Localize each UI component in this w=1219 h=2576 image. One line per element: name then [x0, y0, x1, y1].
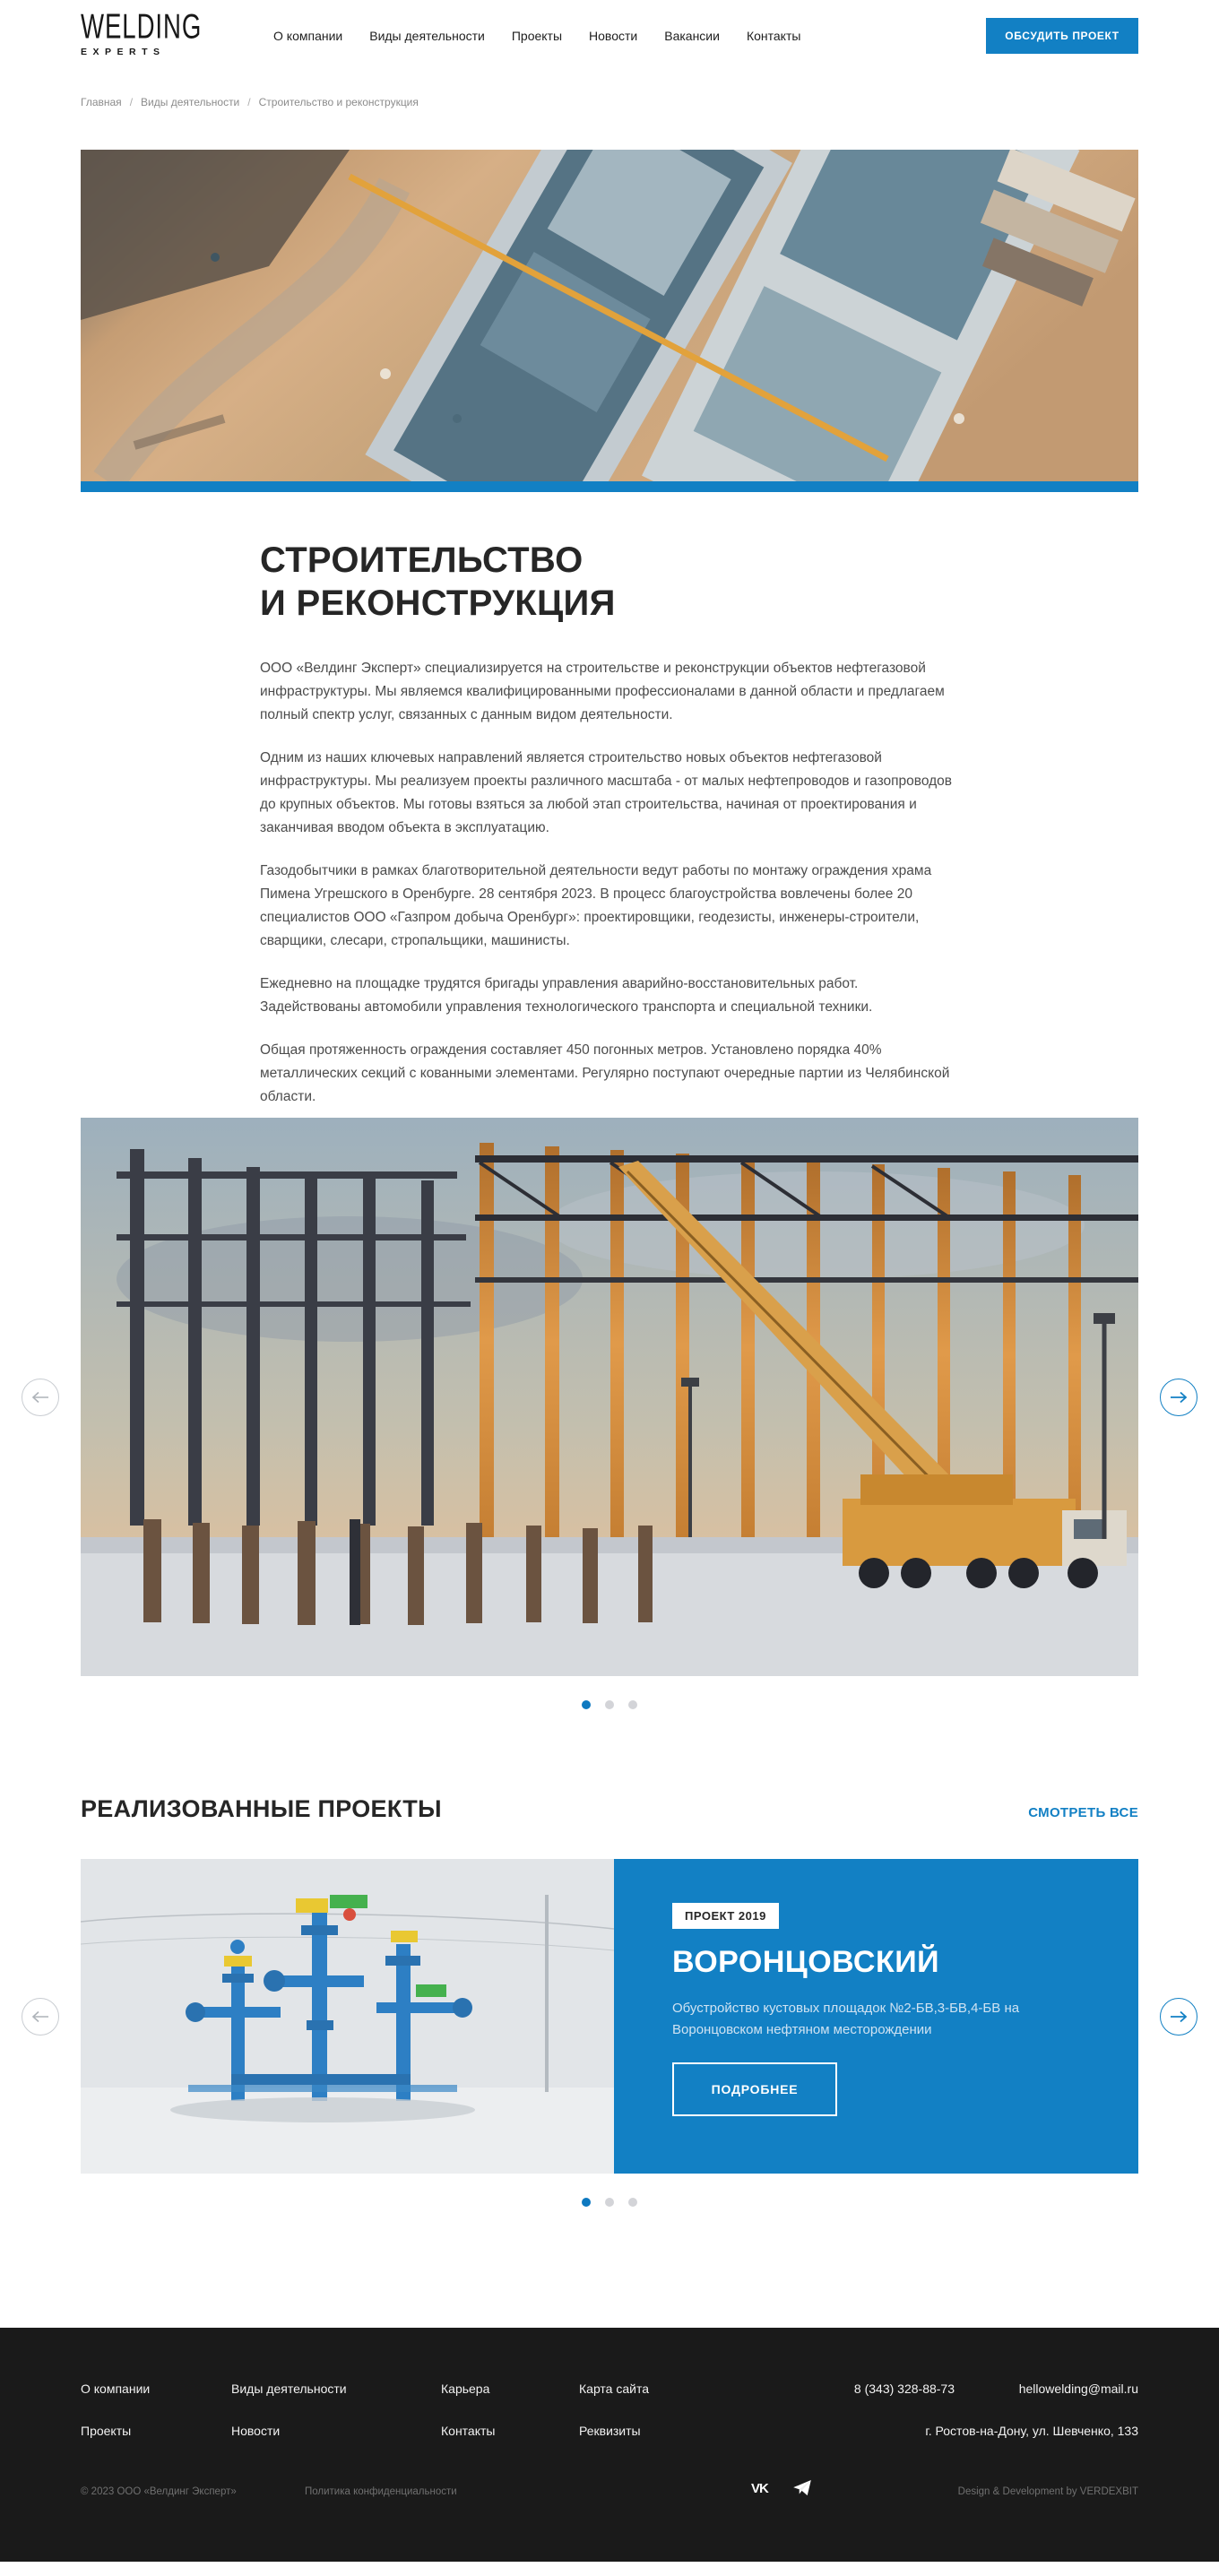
footer-link-activities[interactable]: Виды деятельности: [231, 2382, 347, 2396]
article-paragraph: Общая протяженность ограждения составляет 450 погонных метров. Установлено порядка 40% металлических секций с кованными элементами. Регулярно поступают очередные партии из Челябинской области.: [260, 1042, 950, 1104]
hero-aerial-construction-photo: [81, 150, 1138, 481]
arrow-left-icon: [31, 1391, 49, 1404]
footer-link-news[interactable]: Новости: [231, 2424, 281, 2438]
photo-carousel: [0, 1118, 1219, 1676]
logo-welding-text: WELDING: [81, 8, 203, 48]
nav-item-about[interactable]: О компании: [273, 29, 343, 43]
article-paragraph: Газодобытчики в рамках благотворительной деятельности ведут работы по монтажу ограждения храма Пимена Угрешского в Оренбурге. 28 сентября 2023. В процесс благоустройства вовлечены более 20 специалистов ООО «Газпром добыча Оренбург»: проектировщики, геодезисты, инженеры-строители, сварщики, слесари, стропальщики, машинисты.: [260, 863, 932, 948]
photo-carousel-slide: [81, 1118, 1138, 1676]
footer-link-about[interactable]: О компании: [81, 2382, 151, 2396]
footer-link-sitemap[interactable]: Карта сайта: [579, 2382, 649, 2396]
article: [260, 539, 955, 1109]
project-details-button[interactable]: ПОДРОБНЕЕ: [672, 2062, 837, 2116]
page-title-line2: И РЕКОНСТРУКЦИЯ: [260, 583, 616, 623]
projects-prev-button[interactable]: [22, 1998, 59, 2036]
breadcrumb-activities[interactable]: Виды деятельности: [141, 96, 240, 108]
page-title-line1: СТРОИТЕЛЬСТВО: [260, 540, 584, 580]
footer-credits: Design & Development by VERDEXBIT: [957, 2486, 1138, 2497]
arrow-right-icon: [1170, 1391, 1188, 1404]
hero-section: [81, 150, 1138, 492]
footer-email[interactable]: hellowelding@mail.ru: [1018, 2382, 1138, 2396]
breadcrumb-home[interactable]: Главная: [81, 96, 122, 108]
footer-copyright: © 2023 ООО «Велдинг Эксперт»: [81, 2486, 237, 2497]
main-nav: [273, 29, 800, 43]
photo-carousel-dots: [0, 1700, 1219, 1709]
footer-link-career[interactable]: Карьера: [441, 2382, 490, 2396]
telegram-plane-glyph: [793, 2480, 811, 2496]
nav-item-activities[interactable]: Виды деятельности: [369, 29, 485, 43]
projects-heading: РЕАЛИЗОВАННЫЕ ПРОЕКТЫ: [81, 1795, 442, 1822]
nav-item-projects[interactable]: Проекты: [511, 29, 563, 43]
nav-item-vacancies[interactable]: Вакансии: [664, 29, 720, 43]
page-title: [260, 539, 955, 625]
footer-privacy-link[interactable]: [305, 2486, 457, 2497]
carousel-dot-1[interactable]: [582, 1700, 591, 1709]
steel-frame-construction-photo: [81, 1118, 1138, 1676]
projects-carousel-dots: [0, 2198, 1219, 2207]
footer-social: [751, 2480, 811, 2496]
projects-dot-1[interactable]: [582, 2198, 591, 2207]
discuss-project-button[interactable]: ОБСУДИТЬ ПРОЕКТ: [986, 18, 1138, 54]
projects-dot-2[interactable]: [605, 2198, 614, 2207]
telegram-icon[interactable]: [793, 2480, 811, 2496]
vk-icon-label: VK: [751, 2480, 768, 2496]
arrow-right-icon: [1170, 2010, 1188, 2023]
breadcrumb: [81, 96, 1138, 108]
header: [81, 0, 1138, 72]
projects-next-button[interactable]: [1160, 1998, 1197, 2036]
article-paragraph: ООО «Велдинг Эксперт» специализируется на строительстве и реконструкции объектов нефтегазовой инфраструктуры. Мы являемся квалифицированными профессионалами в данной области и предлагаем полный спектр услуг, связанных с данным видом деятельности.: [260, 661, 945, 722]
footer: [0, 2328, 1219, 2562]
breadcrumb-separator: /: [247, 96, 251, 108]
project-info-panel: [614, 1859, 1138, 2174]
breadcrumb-separator: /: [129, 96, 134, 108]
footer-link-requisites[interactable]: Реквизиты: [579, 2424, 641, 2438]
nav-item-news[interactable]: Новости: [589, 29, 638, 43]
carousel-dot-3[interactable]: [628, 1700, 637, 1709]
vk-icon[interactable]: [751, 2481, 768, 2496]
projects-section-header: [81, 1795, 1138, 1823]
privacy-link-text[interactable]: Политика конфиденциальности: [305, 2486, 457, 2497]
projects-dot-3[interactable]: [628, 2198, 637, 2207]
project-year-badge: ПРОЕКТ 2019: [672, 1903, 779, 1929]
breadcrumb-current: Строительство и реконструкция: [258, 96, 419, 108]
carousel-dot-2[interactable]: [605, 1700, 614, 1709]
projects-carousel: [0, 1859, 1219, 2174]
logo-experts-text: EXPERTS: [81, 47, 166, 58]
arrow-left-icon: [31, 2010, 49, 2023]
hero-accent-bar: [81, 481, 1138, 492]
footer-phone[interactable]: 8 (343) 328-88-73: [853, 2382, 955, 2396]
carousel-prev-button[interactable]: [22, 1379, 59, 1416]
project-card: [81, 1859, 1138, 2174]
project-photo: [81, 1859, 614, 2174]
footer-link-contacts[interactable]: Контакты: [441, 2424, 496, 2438]
logo[interactable]: [81, 8, 212, 58]
article-paragraph: Одним из наших ключевых направлений является строительство новых объектов нефтегазовой инфраструктуры. Мы реализуем проекты различного масштаба - от малых нефтепроводов и газопроводов до крупных объектов. Мы готовы взяться за любой этап строительства, начиная от проектирования и заканчивая вводом объекта в эксплуатацию.: [260, 750, 952, 835]
nav-item-contacts[interactable]: Контакты: [746, 29, 801, 43]
article-paragraph: Ежедневно на площадке трудятся бригады управления аварийно-восстановительных работ. Задействованы автомобили управления технологического транспорта и специальной техники.: [260, 976, 873, 1015]
footer-link-projects[interactable]: Проекты: [81, 2424, 132, 2438]
project-description: Обустройство кустовых площадок №2-БВ,3-БВ,4-БВ на Воронцовском нефтяном месторождении: [672, 2001, 1020, 2037]
view-all-link[interactable]: СМОТРЕТЬ ВСЕ: [1028, 1805, 1138, 1820]
carousel-next-button[interactable]: [1160, 1379, 1197, 1416]
project-title: ВОРОНЦОВСКИЙ: [672, 1945, 940, 1979]
wellhead-equipment-photo: [81, 1859, 614, 2174]
footer-address: г. Ростов-на-Дону, ул. Шевченко, 133: [925, 2424, 1138, 2438]
